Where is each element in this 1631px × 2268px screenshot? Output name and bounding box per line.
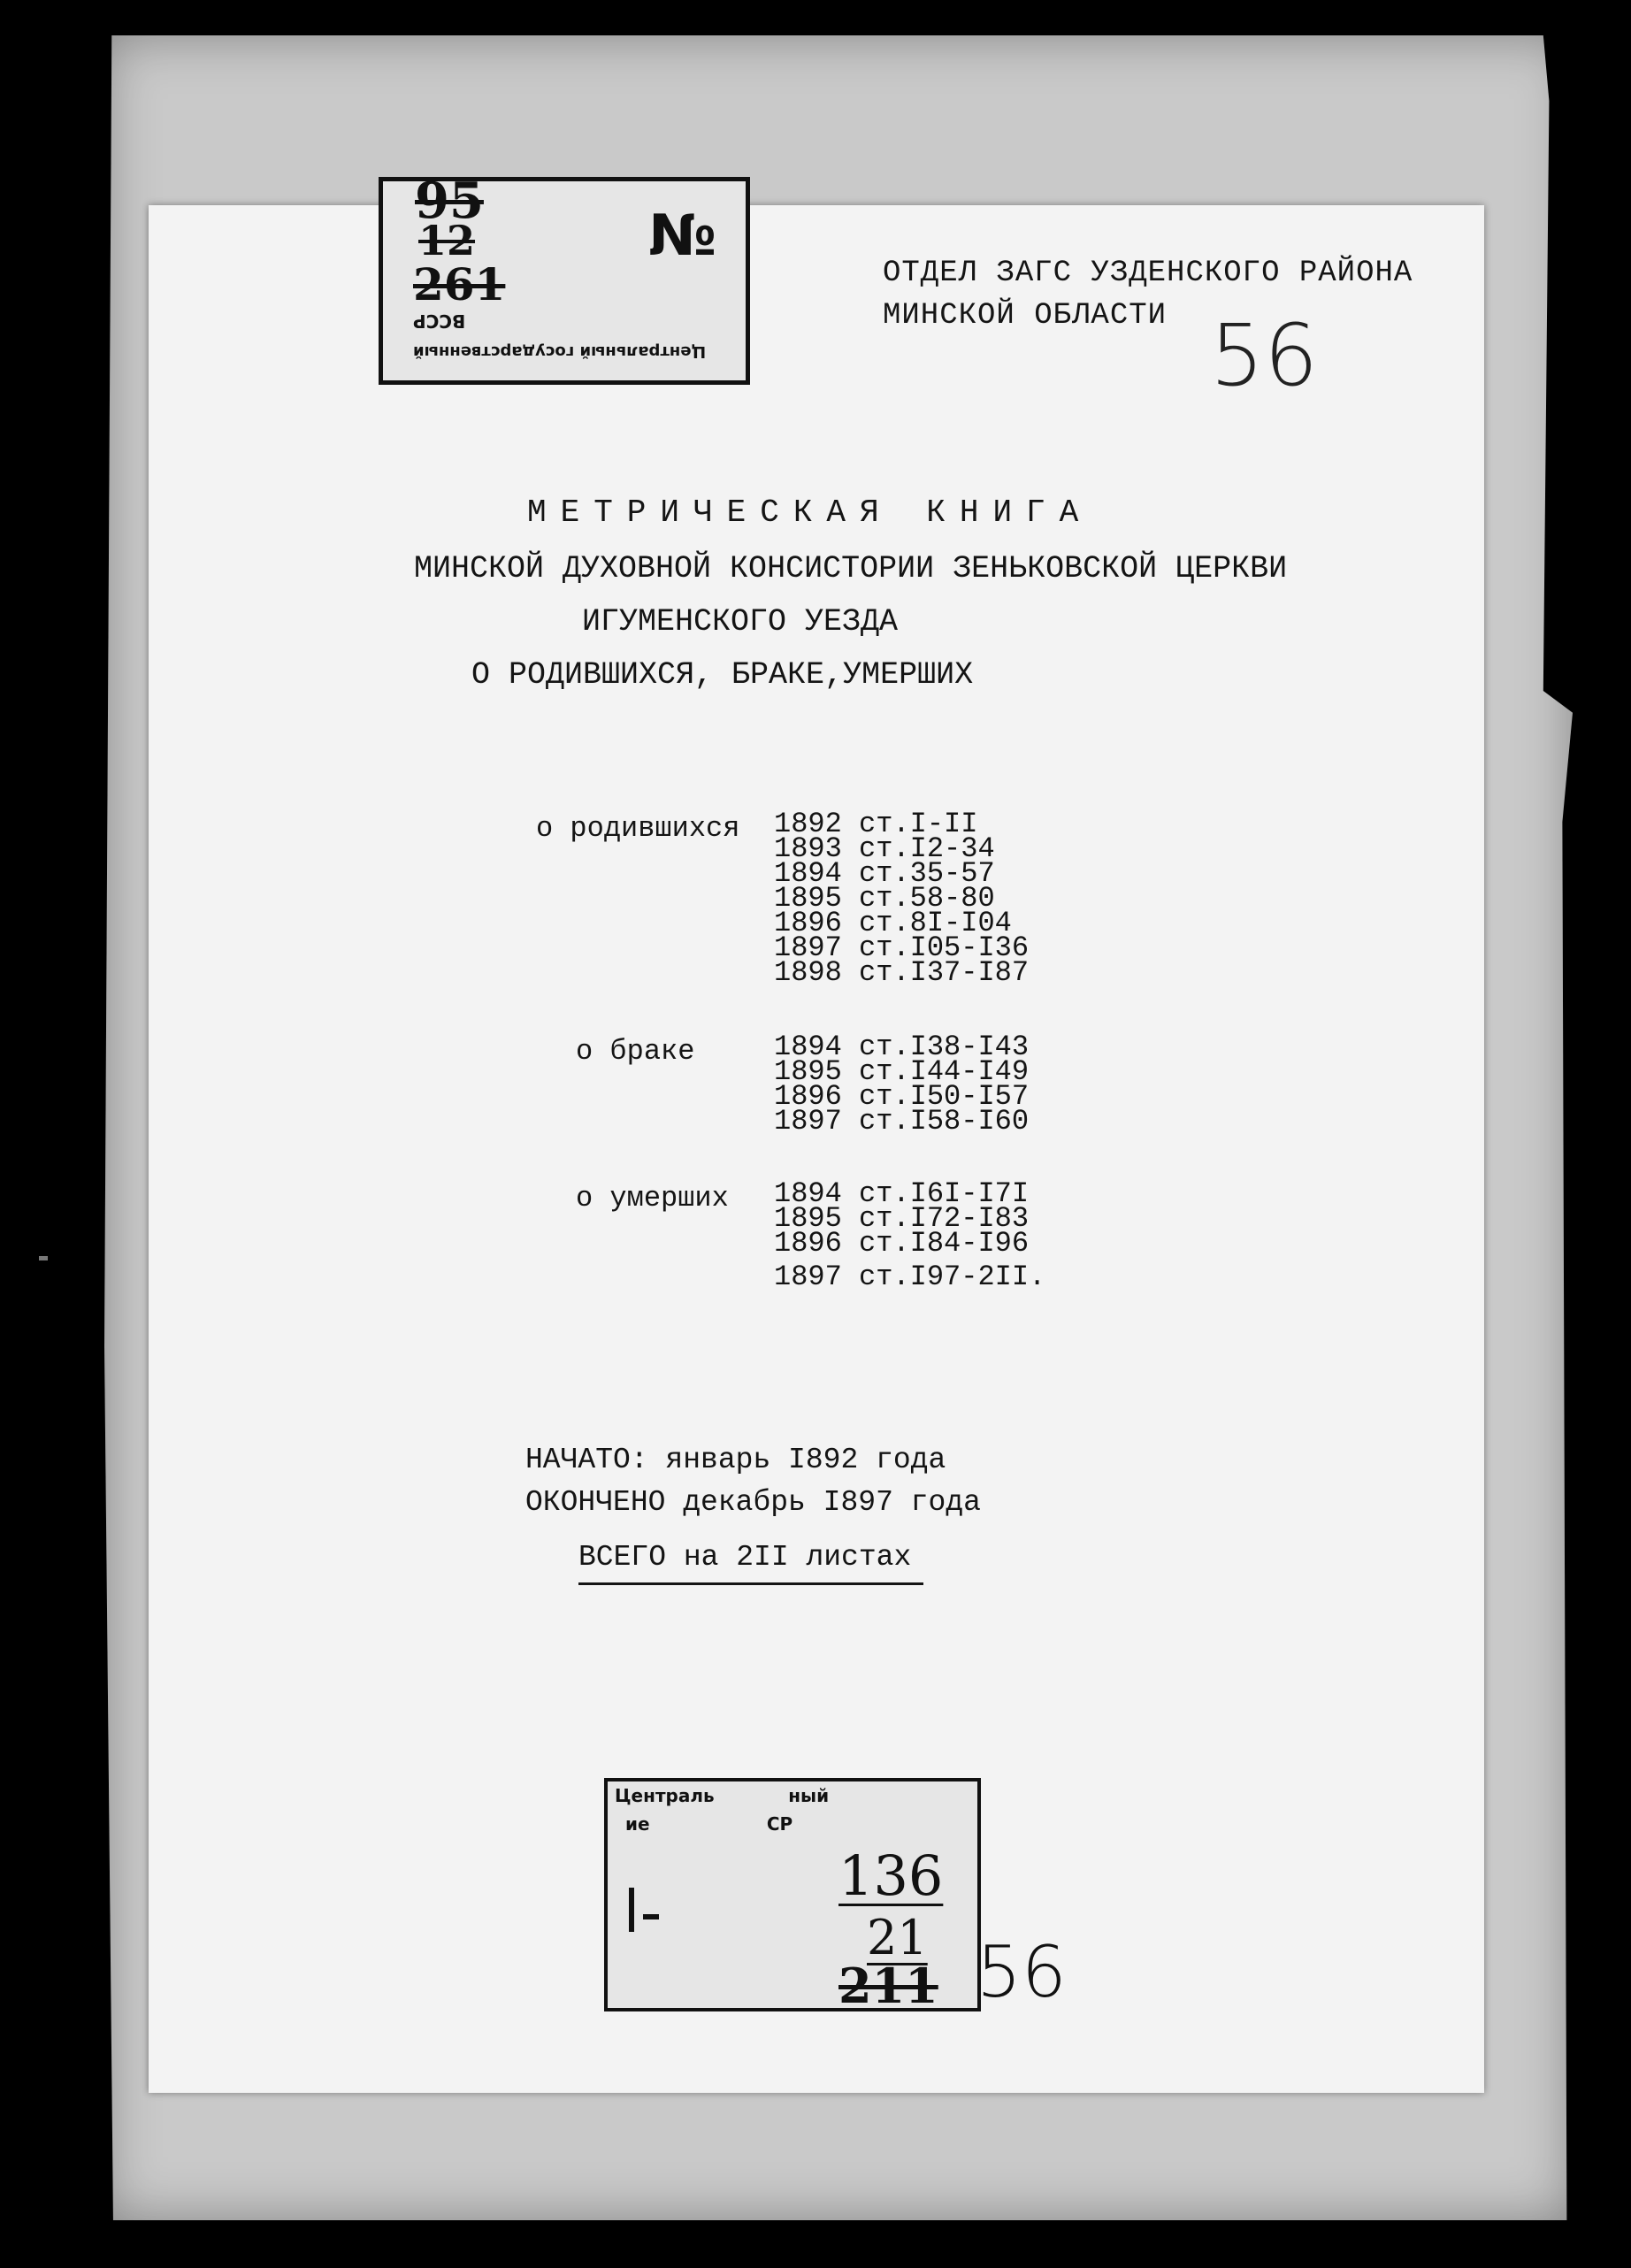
births-entry: 1898 ст.I37-I87 [774,956,1030,989]
stamp-ink-mark [629,1888,634,1932]
bottom-number-1: 136 [838,1843,944,1908]
marriages-entry: 1895 ст.I44-I49 [774,1055,1030,1088]
bottom-number-4: 56 [976,1931,1067,2013]
stamp-number-1: 95 [415,177,484,230]
marriages-entry: 1897 ст.I58-I60 [774,1105,1030,1138]
office-line-1: ОТДЕЛ ЗАГС УЗДЕНСКОГО РАЙОНА [883,257,1413,290]
stamp-number-sign: № [648,203,716,269]
births-entry: 1896 ст.8I-I04 [774,907,1012,939]
stamp-text-line-1: ВССР [413,310,466,332]
deaths-entry: 1897 ст.I97-2II. [774,1260,1046,1293]
marriages-entry: 1894 ст.I38-I43 [774,1031,1030,1063]
marriages-entry: 1896 ст.I50-I57 [774,1080,1030,1113]
total-sheets: ВСЕГО на 2II листах [578,1541,912,1574]
office-line-2: МИНСКОЙ ОБЛАСТИ [883,299,1168,333]
bottom-stamp-line-2: ие СР [625,1813,793,1835]
deaths-label: о умерших [576,1182,729,1214]
deaths-entry: 1896 ст.I84-I96 [774,1227,1030,1260]
start-date: НАЧАТО: январь I892 года [525,1444,946,1476]
stamp-text-line-2: Центральный государственный [413,342,707,361]
stamp-number-2: 12 [418,217,476,264]
deaths-entry: 1895 ст.I72-I83 [774,1202,1030,1235]
marriages-label: о браке [576,1035,695,1068]
scan-speck [39,1256,48,1260]
consistory-line: МИНСКОЙ ДУХОВНОЙ КОНСИСТОРИИ ЗЕНЬКОВСКОЙ ЦЕРКВИ [414,551,1288,586]
contents-line: О РОДИВШИХСЯ, БРАКЕ,УМЕРШИХ [471,657,974,693]
end-date: ОКОНЧЕНО декабрь I897 года [525,1486,981,1519]
total-underline [578,1582,923,1585]
document-sheet [149,177,1484,2093]
births-entry: 1894 ст.35-57 [774,857,995,890]
deaths-entry: 1894 ст.I6I-I7I [774,1177,1030,1210]
births-entry: 1897 ст.I05-I36 [774,931,1030,964]
stamp-number-3: 261 [413,258,506,310]
handwritten-page-number: 56 [1210,306,1319,405]
births-entry: 1892 ст.I-II [774,808,978,840]
births-entry: 1895 ст.58-80 [774,882,995,915]
uezd-line: ИГУМЕНСКОГО УЕЗДА [582,604,899,640]
stamp-ink-mark [643,1914,659,1919]
bottom-number-2: 21 [867,1910,928,1965]
births-label: о родившихся [536,812,740,845]
archive-stamp-top [379,177,750,385]
bottom-number-3: 211 [838,1958,938,2014]
bottom-stamp-line-1: Централь ный [615,1785,830,1806]
book-title: МЕТРИЧЕСКАЯ КНИГА [527,494,1093,531]
births-entry: 1893 ст.I2-34 [774,832,995,865]
